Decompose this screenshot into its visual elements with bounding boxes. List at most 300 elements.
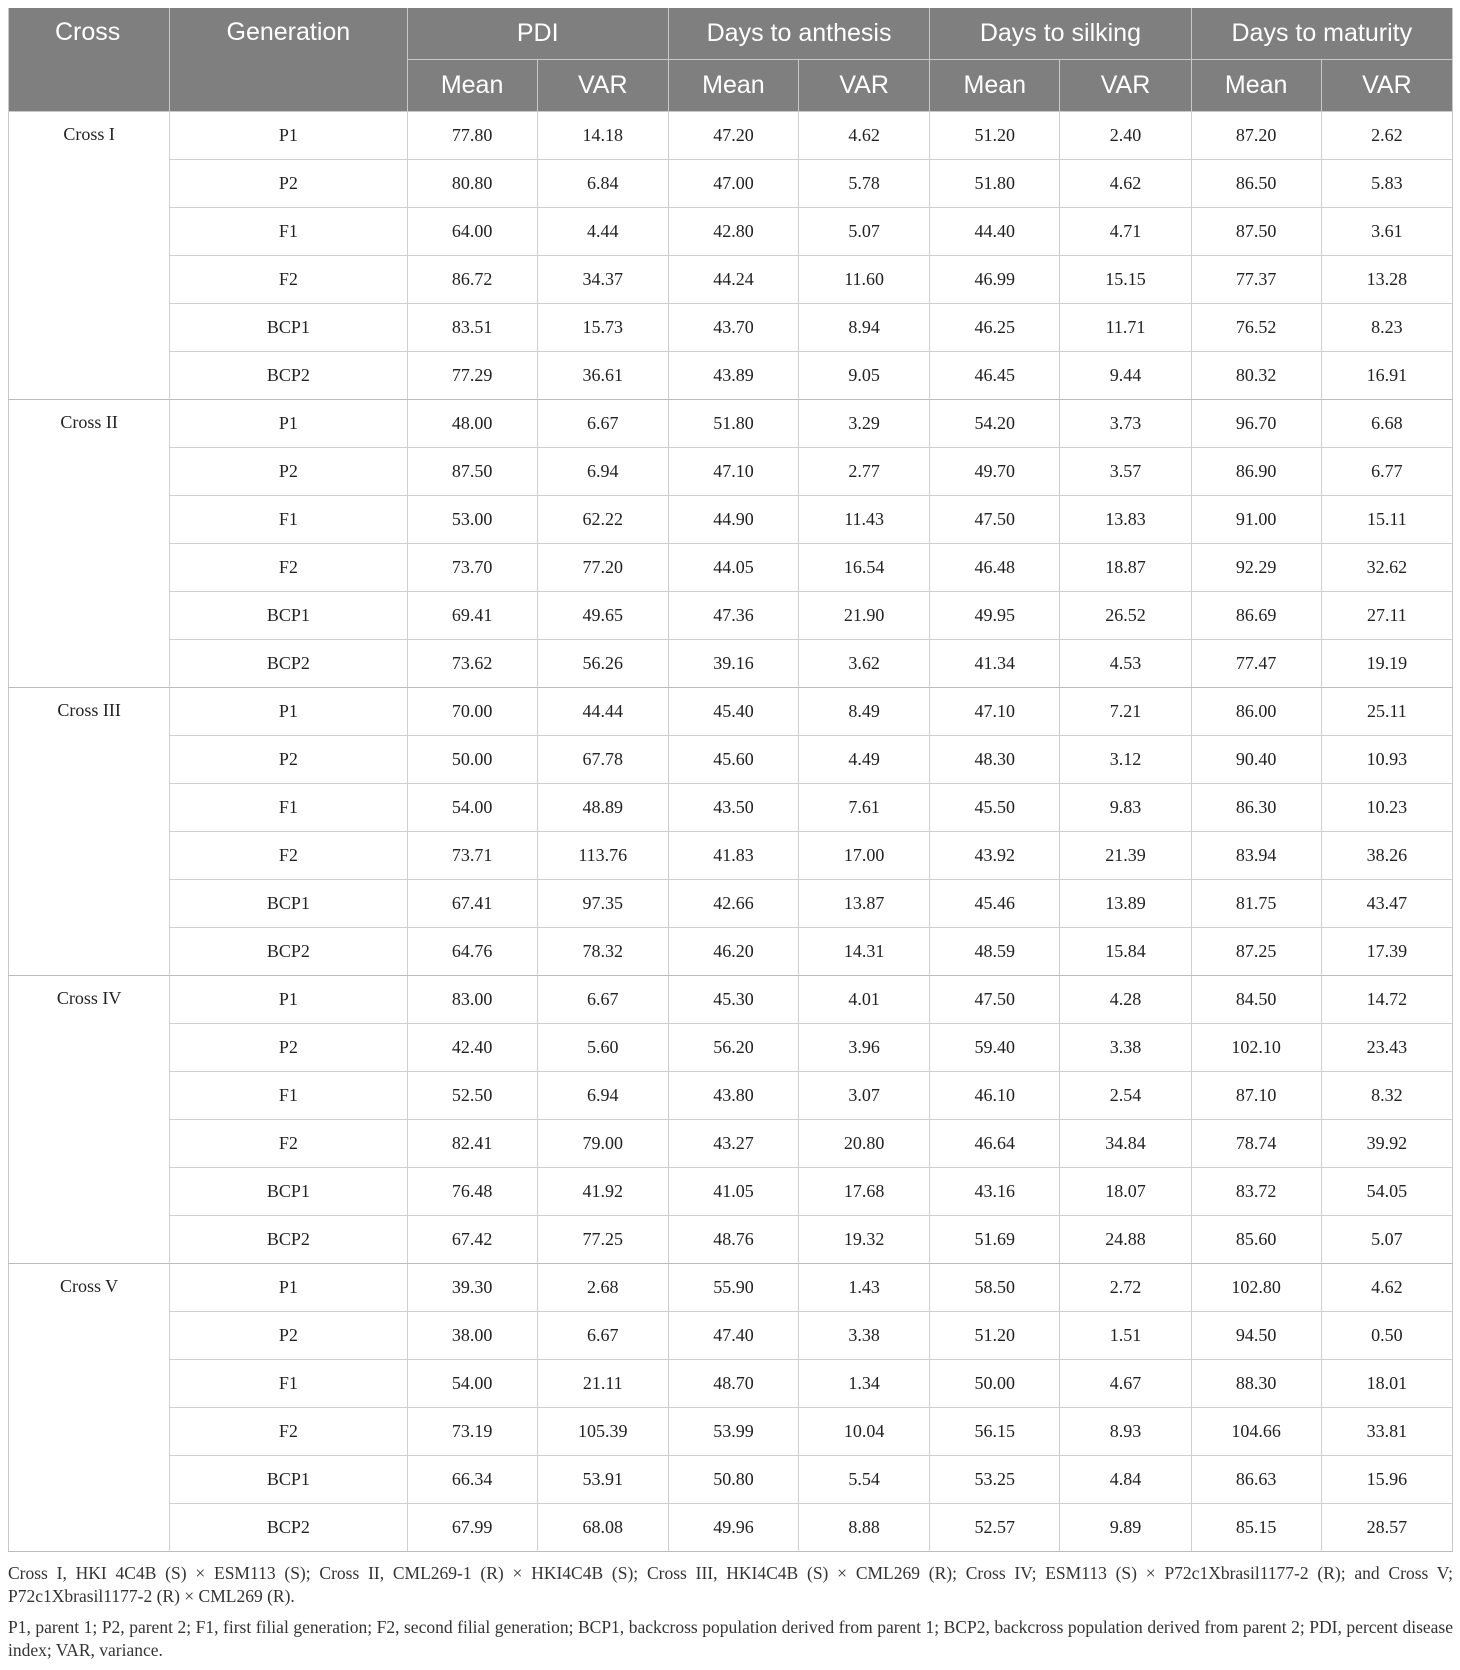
var-value-cell: 5.60 xyxy=(537,1024,668,1072)
mean-value-cell: 56.15 xyxy=(930,1408,1060,1456)
var-value-cell: 3.62 xyxy=(799,640,930,688)
mean-value-cell: 86.72 xyxy=(407,256,537,304)
mean-value-cell: 46.45 xyxy=(930,352,1060,400)
var-value-cell: 54.05 xyxy=(1321,1168,1452,1216)
mean-value-cell: 46.99 xyxy=(930,256,1060,304)
generation-cell: F2 xyxy=(170,544,407,592)
table-row xyxy=(9,256,1453,304)
var-value-cell: 6.67 xyxy=(537,1312,668,1360)
mean-value-cell: 58.50 xyxy=(930,1264,1060,1312)
mean-value-cell: 53.00 xyxy=(407,496,537,544)
var-value-cell: 2.62 xyxy=(1321,112,1452,160)
var-value-cell: 15.11 xyxy=(1321,496,1452,544)
cross-name-cell: Cross III xyxy=(9,688,170,976)
abbreviations-footnote: P1, parent 1; P2, parent 2; F1, first filial generation; F2, second filial generation; BCP1, backcross population derived from parent 1; BCP2, backcross population derived from parent 2; PDI, percent disease index; VAR, variance. xyxy=(8,1617,1453,1660)
var-value-cell: 18.01 xyxy=(1321,1360,1452,1408)
var-value-cell: 4.62 xyxy=(799,112,930,160)
var-value-cell: 9.89 xyxy=(1060,1504,1191,1552)
generation-cell: BCP2 xyxy=(170,640,407,688)
var-value-cell: 8.94 xyxy=(799,304,930,352)
var-value-cell: 17.00 xyxy=(799,832,930,880)
mean-value-cell: 77.37 xyxy=(1191,256,1321,304)
mean-value-cell: 46.25 xyxy=(930,304,1060,352)
generation-cell: F2 xyxy=(170,1408,407,1456)
mean-value-cell: 87.50 xyxy=(1191,208,1321,256)
subheader-var: VAR xyxy=(799,60,930,112)
var-value-cell: 2.54 xyxy=(1060,1072,1191,1120)
var-value-cell: 78.32 xyxy=(537,928,668,976)
var-value-cell: 4.01 xyxy=(799,976,930,1024)
var-value-cell: 2.68 xyxy=(537,1264,668,1312)
mean-value-cell: 49.70 xyxy=(930,448,1060,496)
generation-cell: BCP1 xyxy=(170,880,407,928)
mean-value-cell: 43.80 xyxy=(668,1072,798,1120)
mean-value-cell: 43.27 xyxy=(668,1120,798,1168)
mean-value-cell: 86.00 xyxy=(1191,688,1321,736)
table-row xyxy=(9,400,1453,448)
table-row xyxy=(9,688,1453,736)
mean-value-cell: 77.80 xyxy=(407,112,537,160)
generation-cell: P2 xyxy=(170,160,407,208)
subheader-mean: Mean xyxy=(1191,60,1321,112)
generation-cell: F2 xyxy=(170,1120,407,1168)
var-value-cell: 32.62 xyxy=(1321,544,1452,592)
var-value-cell: 11.43 xyxy=(799,496,930,544)
var-value-cell: 3.38 xyxy=(799,1312,930,1360)
var-value-cell: 68.08 xyxy=(537,1504,668,1552)
var-value-cell: 10.23 xyxy=(1321,784,1452,832)
var-value-cell: 17.68 xyxy=(799,1168,930,1216)
var-value-cell: 27.11 xyxy=(1321,592,1452,640)
var-value-cell: 4.28 xyxy=(1060,976,1191,1024)
mean-value-cell: 43.70 xyxy=(668,304,798,352)
var-value-cell: 21.11 xyxy=(537,1360,668,1408)
mean-value-cell: 44.40 xyxy=(930,208,1060,256)
header-days-to-maturity: Days to maturity xyxy=(1191,8,1452,60)
var-value-cell: 3.57 xyxy=(1060,448,1191,496)
mean-value-cell: 102.10 xyxy=(1191,1024,1321,1072)
table-row xyxy=(9,544,1453,592)
var-value-cell: 6.84 xyxy=(537,160,668,208)
mean-value-cell: 45.30 xyxy=(668,976,798,1024)
mean-value-cell: 47.50 xyxy=(930,496,1060,544)
crosses-footnote: Cross I, HKI 4C4B (S) × ESM113 (S); Cross II, CML269-1 (R) × HKI4C4B (S); Cross III, HKI4C4B (S) × CML269 (R); Cross IV; ESM113 (S) × P72c1Xbrasil1177-2 (R); and Cross V; P72c1Xbrasil1177-2 (R) × CML269 (R). xyxy=(8,1563,1453,1606)
mean-value-cell: 48.59 xyxy=(930,928,1060,976)
generation-cell: P2 xyxy=(170,1312,407,1360)
mean-value-cell: 41.05 xyxy=(668,1168,798,1216)
var-value-cell: 3.29 xyxy=(799,400,930,448)
var-value-cell: 4.62 xyxy=(1321,1264,1452,1312)
mean-value-cell: 86.30 xyxy=(1191,784,1321,832)
generation-cell: F2 xyxy=(170,832,407,880)
mean-value-cell: 45.60 xyxy=(668,736,798,784)
var-value-cell: 13.28 xyxy=(1321,256,1452,304)
mean-value-cell: 54.00 xyxy=(407,784,537,832)
var-value-cell: 16.91 xyxy=(1321,352,1452,400)
var-value-cell: 1.43 xyxy=(799,1264,930,1312)
var-value-cell: 28.57 xyxy=(1321,1504,1452,1552)
mean-value-cell: 53.25 xyxy=(930,1456,1060,1504)
mean-value-cell: 43.89 xyxy=(668,352,798,400)
var-value-cell: 5.07 xyxy=(799,208,930,256)
mean-value-cell: 90.40 xyxy=(1191,736,1321,784)
table-row xyxy=(9,304,1453,352)
var-value-cell: 79.00 xyxy=(537,1120,668,1168)
var-value-cell: 43.47 xyxy=(1321,880,1452,928)
mean-value-cell: 51.80 xyxy=(668,400,798,448)
var-value-cell: 8.88 xyxy=(799,1504,930,1552)
mean-value-cell: 87.20 xyxy=(1191,112,1321,160)
mean-value-cell: 80.32 xyxy=(1191,352,1321,400)
mean-value-cell: 47.36 xyxy=(668,592,798,640)
generation-cell: P1 xyxy=(170,688,407,736)
var-value-cell: 21.39 xyxy=(1060,832,1191,880)
mean-value-cell: 47.00 xyxy=(668,160,798,208)
subheader-var: VAR xyxy=(1060,60,1191,112)
table-row xyxy=(9,976,1453,1024)
table-row xyxy=(9,784,1453,832)
var-value-cell: 3.73 xyxy=(1060,400,1191,448)
mean-value-cell: 49.96 xyxy=(668,1504,798,1552)
mean-value-cell: 49.95 xyxy=(930,592,1060,640)
mean-value-cell: 54.20 xyxy=(930,400,1060,448)
var-value-cell: 3.61 xyxy=(1321,208,1452,256)
mean-value-cell: 43.92 xyxy=(930,832,1060,880)
table-row xyxy=(9,1264,1453,1312)
generation-cell: BCP2 xyxy=(170,352,407,400)
mean-value-cell: 47.20 xyxy=(668,112,798,160)
table-row xyxy=(9,1408,1453,1456)
var-value-cell: 77.20 xyxy=(537,544,668,592)
mean-value-cell: 51.69 xyxy=(930,1216,1060,1264)
mean-value-cell: 52.57 xyxy=(930,1504,1060,1552)
var-value-cell: 1.51 xyxy=(1060,1312,1191,1360)
var-value-cell: 62.22 xyxy=(537,496,668,544)
footnotes xyxy=(8,1562,1453,1662)
mean-value-cell: 48.70 xyxy=(668,1360,798,1408)
table-row xyxy=(9,592,1453,640)
var-value-cell: 23.43 xyxy=(1321,1024,1452,1072)
mean-value-cell: 67.99 xyxy=(407,1504,537,1552)
var-value-cell: 15.96 xyxy=(1321,1456,1452,1504)
subheader-mean: Mean xyxy=(668,60,798,112)
generation-cell: F1 xyxy=(170,1360,407,1408)
mean-value-cell: 46.20 xyxy=(668,928,798,976)
var-value-cell: 6.67 xyxy=(537,400,668,448)
table-row xyxy=(9,1360,1453,1408)
header-pdi: PDI xyxy=(407,8,668,60)
var-value-cell: 20.80 xyxy=(799,1120,930,1168)
var-value-cell: 10.04 xyxy=(799,1408,930,1456)
mean-value-cell: 55.90 xyxy=(668,1264,798,1312)
var-value-cell: 9.83 xyxy=(1060,784,1191,832)
var-value-cell: 5.83 xyxy=(1321,160,1452,208)
generation-cell: BCP2 xyxy=(170,1504,407,1552)
var-value-cell: 9.05 xyxy=(799,352,930,400)
var-value-cell: 18.07 xyxy=(1060,1168,1191,1216)
generation-cell: P1 xyxy=(170,976,407,1024)
var-value-cell: 3.07 xyxy=(799,1072,930,1120)
var-value-cell: 13.89 xyxy=(1060,880,1191,928)
mean-value-cell: 51.20 xyxy=(930,112,1060,160)
mean-value-cell: 87.25 xyxy=(1191,928,1321,976)
mean-value-cell: 51.20 xyxy=(930,1312,1060,1360)
mean-value-cell: 104.66 xyxy=(1191,1408,1321,1456)
generation-cell: F2 xyxy=(170,256,407,304)
header-days-to-silking: Days to silking xyxy=(930,8,1191,60)
var-value-cell: 6.94 xyxy=(537,1072,668,1120)
var-value-cell: 1.34 xyxy=(799,1360,930,1408)
mean-value-cell: 86.50 xyxy=(1191,160,1321,208)
var-value-cell: 6.67 xyxy=(537,976,668,1024)
var-value-cell: 2.77 xyxy=(799,448,930,496)
generation-cell: BCP2 xyxy=(170,928,407,976)
var-value-cell: 7.21 xyxy=(1060,688,1191,736)
var-value-cell: 77.25 xyxy=(537,1216,668,1264)
var-value-cell: 38.26 xyxy=(1321,832,1452,880)
var-value-cell: 39.92 xyxy=(1321,1120,1452,1168)
table-row xyxy=(9,1072,1453,1120)
var-value-cell: 15.73 xyxy=(537,304,668,352)
mean-value-cell: 76.52 xyxy=(1191,304,1321,352)
mean-value-cell: 86.69 xyxy=(1191,592,1321,640)
mean-value-cell: 43.50 xyxy=(668,784,798,832)
genetics-table xyxy=(8,8,1453,1552)
table-row xyxy=(9,928,1453,976)
mean-value-cell: 67.42 xyxy=(407,1216,537,1264)
mean-value-cell: 39.16 xyxy=(668,640,798,688)
mean-value-cell: 91.00 xyxy=(1191,496,1321,544)
mean-value-cell: 77.47 xyxy=(1191,640,1321,688)
mean-value-cell: 86.90 xyxy=(1191,448,1321,496)
document xyxy=(8,8,1453,1670)
mean-value-cell: 44.90 xyxy=(668,496,798,544)
table-row xyxy=(9,1504,1453,1552)
table-row xyxy=(9,1456,1453,1504)
var-value-cell: 4.67 xyxy=(1060,1360,1191,1408)
generation-cell: BCP2 xyxy=(170,1216,407,1264)
var-value-cell: 14.72 xyxy=(1321,976,1452,1024)
var-value-cell: 25.11 xyxy=(1321,688,1452,736)
var-value-cell: 41.92 xyxy=(537,1168,668,1216)
var-value-cell: 5.07 xyxy=(1321,1216,1452,1264)
mean-value-cell: 69.41 xyxy=(407,592,537,640)
var-value-cell: 4.62 xyxy=(1060,160,1191,208)
var-value-cell: 14.18 xyxy=(537,112,668,160)
var-value-cell: 8.93 xyxy=(1060,1408,1191,1456)
mean-value-cell: 42.40 xyxy=(407,1024,537,1072)
mean-value-cell: 50.80 xyxy=(668,1456,798,1504)
table-row xyxy=(9,1024,1453,1072)
mean-value-cell: 88.30 xyxy=(1191,1360,1321,1408)
mean-value-cell: 83.00 xyxy=(407,976,537,1024)
mean-value-cell: 46.48 xyxy=(930,544,1060,592)
mean-value-cell: 73.71 xyxy=(407,832,537,880)
table-row xyxy=(9,1168,1453,1216)
mean-value-cell: 102.80 xyxy=(1191,1264,1321,1312)
var-value-cell: 2.72 xyxy=(1060,1264,1191,1312)
var-value-cell: 11.71 xyxy=(1060,304,1191,352)
var-value-cell: 6.94 xyxy=(537,448,668,496)
generation-cell: BCP1 xyxy=(170,1168,407,1216)
mean-value-cell: 54.00 xyxy=(407,1360,537,1408)
var-value-cell: 67.78 xyxy=(537,736,668,784)
cross-name-cell: Cross V xyxy=(9,1264,170,1552)
cross-name-cell: Cross II xyxy=(9,400,170,688)
var-value-cell: 13.87 xyxy=(799,880,930,928)
subheader-mean: Mean xyxy=(930,60,1060,112)
header-generation: Generation xyxy=(170,8,407,112)
generation-cell: BCP1 xyxy=(170,592,407,640)
var-value-cell: 8.49 xyxy=(799,688,930,736)
generation-cell: F1 xyxy=(170,784,407,832)
var-value-cell: 48.89 xyxy=(537,784,668,832)
cross-name-cell: Cross I xyxy=(9,112,170,400)
mean-value-cell: 77.29 xyxy=(407,352,537,400)
mean-value-cell: 87.10 xyxy=(1191,1072,1321,1120)
var-value-cell: 17.39 xyxy=(1321,928,1452,976)
var-value-cell: 4.53 xyxy=(1060,640,1191,688)
mean-value-cell: 81.75 xyxy=(1191,880,1321,928)
var-value-cell: 6.77 xyxy=(1321,448,1452,496)
var-value-cell: 19.32 xyxy=(799,1216,930,1264)
var-value-cell: 2.40 xyxy=(1060,112,1191,160)
var-value-cell: 0.50 xyxy=(1321,1312,1452,1360)
var-value-cell: 4.71 xyxy=(1060,208,1191,256)
mean-value-cell: 56.20 xyxy=(668,1024,798,1072)
mean-value-cell: 46.64 xyxy=(930,1120,1060,1168)
generation-cell: P1 xyxy=(170,400,407,448)
var-value-cell: 18.87 xyxy=(1060,544,1191,592)
var-value-cell: 34.84 xyxy=(1060,1120,1191,1168)
var-value-cell: 105.39 xyxy=(537,1408,668,1456)
generation-cell: BCP1 xyxy=(170,304,407,352)
table-row xyxy=(9,736,1453,784)
mean-value-cell: 48.30 xyxy=(930,736,1060,784)
generation-cell: F1 xyxy=(170,496,407,544)
mean-value-cell: 48.76 xyxy=(668,1216,798,1264)
generation-cell: F1 xyxy=(170,1072,407,1120)
mean-value-cell: 73.62 xyxy=(407,640,537,688)
mean-value-cell: 59.40 xyxy=(930,1024,1060,1072)
var-value-cell: 3.38 xyxy=(1060,1024,1191,1072)
mean-value-cell: 44.24 xyxy=(668,256,798,304)
mean-value-cell: 82.41 xyxy=(407,1120,537,1168)
generation-cell: F1 xyxy=(170,208,407,256)
var-value-cell: 113.76 xyxy=(537,832,668,880)
var-value-cell: 26.52 xyxy=(1060,592,1191,640)
table-row xyxy=(9,352,1453,400)
var-value-cell: 6.68 xyxy=(1321,400,1452,448)
mean-value-cell: 84.50 xyxy=(1191,976,1321,1024)
mean-value-cell: 45.40 xyxy=(668,688,798,736)
mean-value-cell: 64.00 xyxy=(407,208,537,256)
table-row xyxy=(9,496,1453,544)
var-value-cell: 24.88 xyxy=(1060,1216,1191,1264)
generation-cell: P1 xyxy=(170,1264,407,1312)
mean-value-cell: 94.50 xyxy=(1191,1312,1321,1360)
mean-value-cell: 38.00 xyxy=(407,1312,537,1360)
mean-value-cell: 47.40 xyxy=(668,1312,798,1360)
mean-value-cell: 47.50 xyxy=(930,976,1060,1024)
mean-value-cell: 78.74 xyxy=(1191,1120,1321,1168)
var-value-cell: 3.12 xyxy=(1060,736,1191,784)
mean-value-cell: 47.10 xyxy=(668,448,798,496)
mean-value-cell: 92.29 xyxy=(1191,544,1321,592)
var-value-cell: 56.26 xyxy=(537,640,668,688)
table-row xyxy=(9,112,1453,160)
mean-value-cell: 73.70 xyxy=(407,544,537,592)
var-value-cell: 16.54 xyxy=(799,544,930,592)
mean-value-cell: 86.63 xyxy=(1191,1456,1321,1504)
mean-value-cell: 46.10 xyxy=(930,1072,1060,1120)
mean-value-cell: 85.15 xyxy=(1191,1504,1321,1552)
var-value-cell: 7.61 xyxy=(799,784,930,832)
subheader-var: VAR xyxy=(537,60,668,112)
var-value-cell: 15.84 xyxy=(1060,928,1191,976)
mean-value-cell: 50.00 xyxy=(930,1360,1060,1408)
subheader-var: VAR xyxy=(1321,60,1452,112)
var-value-cell: 4.49 xyxy=(799,736,930,784)
mean-value-cell: 41.34 xyxy=(930,640,1060,688)
var-value-cell: 13.83 xyxy=(1060,496,1191,544)
var-value-cell: 44.44 xyxy=(537,688,668,736)
mean-value-cell: 50.00 xyxy=(407,736,537,784)
mean-value-cell: 87.50 xyxy=(407,448,537,496)
generation-cell: P2 xyxy=(170,448,407,496)
mean-value-cell: 96.70 xyxy=(1191,400,1321,448)
generation-cell: P2 xyxy=(170,736,407,784)
var-value-cell: 36.61 xyxy=(537,352,668,400)
mean-value-cell: 42.80 xyxy=(668,208,798,256)
table-body xyxy=(9,112,1453,1552)
table-row xyxy=(9,832,1453,880)
var-value-cell: 4.44 xyxy=(537,208,668,256)
generation-cell: BCP1 xyxy=(170,1456,407,1504)
mean-value-cell: 47.10 xyxy=(930,688,1060,736)
mean-value-cell: 52.50 xyxy=(407,1072,537,1120)
mean-value-cell: 67.41 xyxy=(407,880,537,928)
var-value-cell: 5.54 xyxy=(799,1456,930,1504)
var-value-cell: 9.44 xyxy=(1060,352,1191,400)
mean-value-cell: 53.99 xyxy=(668,1408,798,1456)
header-days-to-anthesis: Days to anthesis xyxy=(668,8,929,60)
mean-value-cell: 48.00 xyxy=(407,400,537,448)
mean-value-cell: 85.60 xyxy=(1191,1216,1321,1264)
mean-value-cell: 83.51 xyxy=(407,304,537,352)
mean-value-cell: 39.30 xyxy=(407,1264,537,1312)
var-value-cell: 33.81 xyxy=(1321,1408,1452,1456)
mean-value-cell: 41.83 xyxy=(668,832,798,880)
header-cross: Cross xyxy=(9,8,170,112)
table-row xyxy=(9,640,1453,688)
mean-value-cell: 45.46 xyxy=(930,880,1060,928)
mean-value-cell: 45.50 xyxy=(930,784,1060,832)
table-row xyxy=(9,208,1453,256)
table-row xyxy=(9,880,1453,928)
var-value-cell: 53.91 xyxy=(537,1456,668,1504)
var-value-cell: 3.96 xyxy=(799,1024,930,1072)
table-row xyxy=(9,1312,1453,1360)
mean-value-cell: 83.94 xyxy=(1191,832,1321,880)
mean-value-cell: 43.16 xyxy=(930,1168,1060,1216)
var-value-cell: 4.84 xyxy=(1060,1456,1191,1504)
var-value-cell: 15.15 xyxy=(1060,256,1191,304)
mean-value-cell: 73.19 xyxy=(407,1408,537,1456)
table-row xyxy=(9,160,1453,208)
var-value-cell: 8.23 xyxy=(1321,304,1452,352)
var-value-cell: 97.35 xyxy=(537,880,668,928)
